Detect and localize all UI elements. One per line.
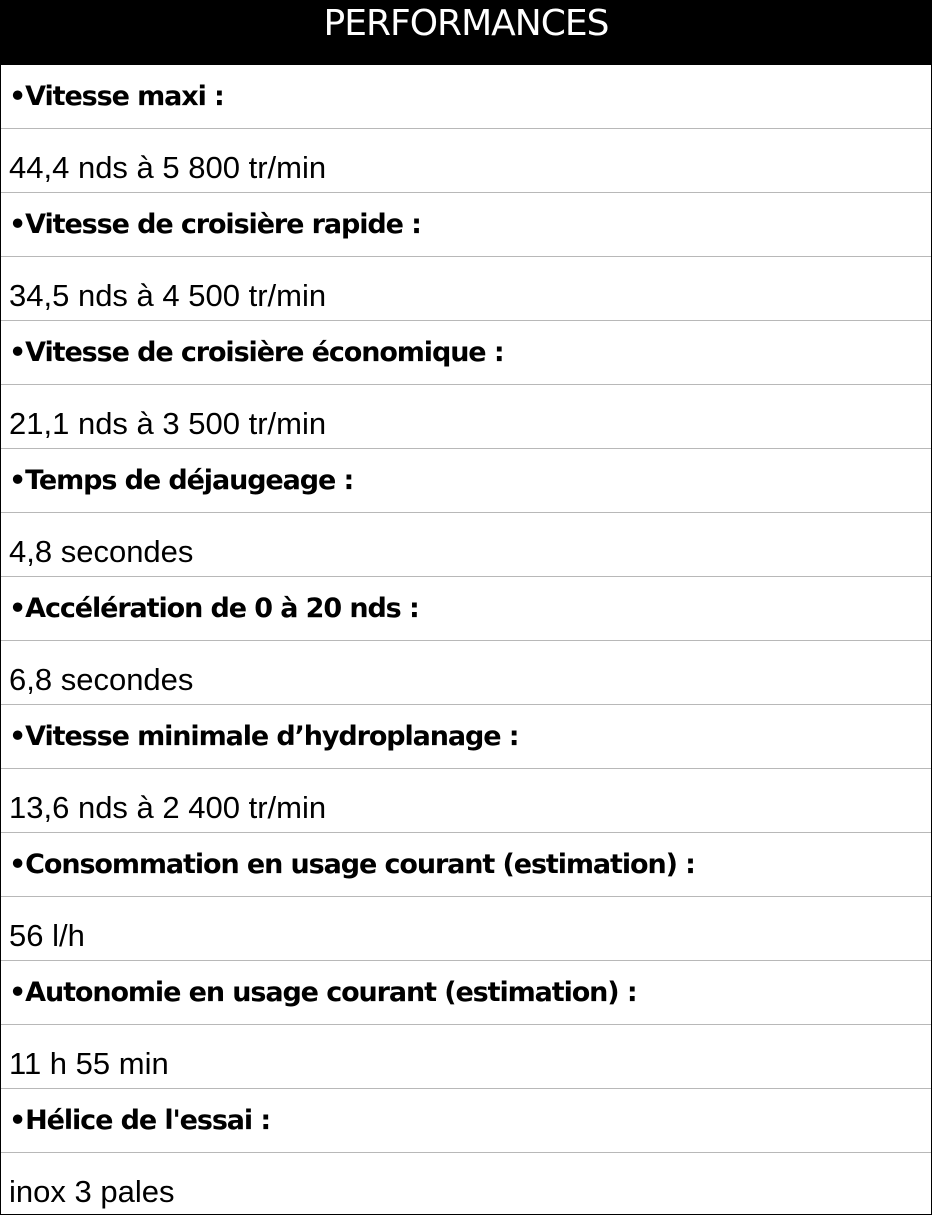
row-label-min-planing-speed: •Vitesse minimale d’hydroplanage : bbox=[1, 705, 931, 769]
row-label-consumption: •Consommation en usage courant (estimation) : bbox=[1, 833, 931, 897]
row-label-max-speed: •Vitesse maxi : bbox=[1, 65, 931, 129]
row-value-max-speed: 44,4 nds à 5 800 tr/min bbox=[1, 129, 931, 193]
row-value-planing-time: 4,8 secondes bbox=[1, 513, 931, 577]
row-value-test-propeller: inox 3 pales bbox=[9, 1174, 175, 1209]
row-label-range: •Autonomie en usage courant (estimation) : bbox=[1, 961, 931, 1025]
table-header: PERFORMANCES bbox=[1, 0, 931, 65]
row-value-fast-cruise: 34,5 nds à 4 500 tr/min bbox=[1, 257, 931, 321]
row-value-consumption: 56 l/h bbox=[1, 897, 931, 961]
row-label-acceleration: •Accélération de 0 à 20 nds : bbox=[1, 577, 931, 641]
row-label-test-propeller: •Hélice de l'essai : bbox=[1, 1089, 931, 1153]
row-value-eco-cruise: 21,1 nds à 3 500 tr/min bbox=[1, 385, 931, 449]
row-label-fast-cruise: •Vitesse de croisière rapide : bbox=[1, 193, 931, 257]
row-value-range: 11 h 55 min bbox=[1, 1025, 931, 1089]
table-body bbox=[1, 65, 931, 1217]
row-value-min-planing-speed: 13,6 nds à 2 400 tr/min bbox=[1, 769, 931, 833]
row-value-acceleration: 6,8 secondes bbox=[1, 641, 931, 705]
row-label-planing-time: •Temps de déjaugeage : bbox=[1, 449, 931, 513]
row-label-eco-cruise: •Vitesse de croisière économique : bbox=[1, 321, 931, 385]
